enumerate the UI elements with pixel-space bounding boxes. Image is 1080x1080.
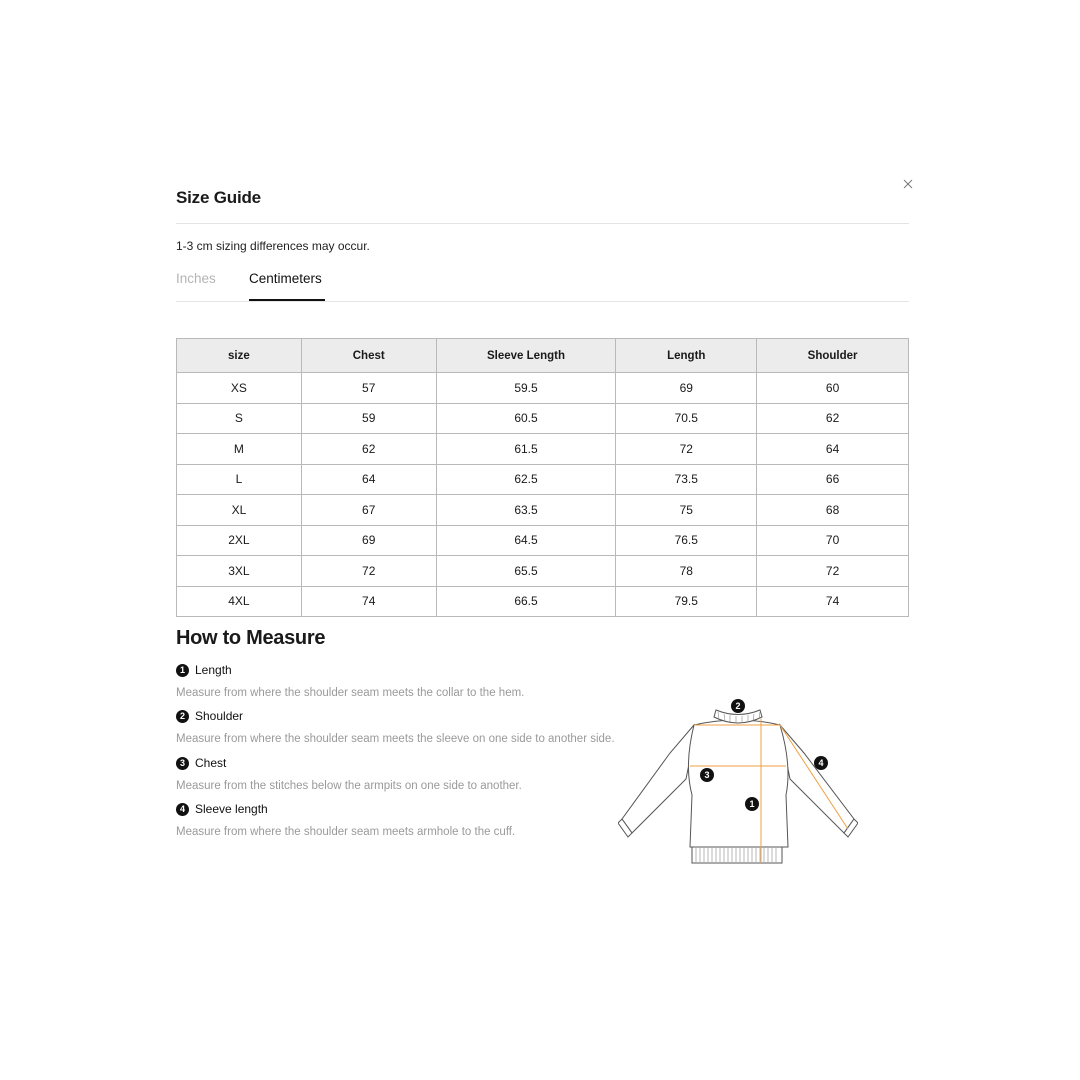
header-length: Length bbox=[616, 339, 757, 373]
measure-desc-shoulder: Measure from where the shoulder seam meets the sleeve on one side to another side. bbox=[176, 733, 615, 745]
cell: 68 bbox=[757, 495, 909, 526]
cell: 62 bbox=[757, 403, 909, 434]
measure-item-length bbox=[176, 663, 232, 677]
size-table bbox=[176, 338, 909, 617]
number-3-icon: 3 bbox=[176, 757, 189, 770]
marker-1: 1 bbox=[749, 799, 755, 809]
measure-item-shoulder bbox=[176, 709, 243, 723]
table-row bbox=[177, 586, 909, 617]
cell: 74 bbox=[757, 586, 909, 617]
header-shoulder: Shoulder bbox=[757, 339, 909, 373]
cell: 60 bbox=[757, 373, 909, 404]
measure-item-sleeve-length bbox=[176, 802, 268, 816]
cell: 73.5 bbox=[616, 464, 757, 495]
cell: 66 bbox=[757, 464, 909, 495]
cell: 59.5 bbox=[436, 373, 616, 404]
number-2-icon: 2 bbox=[176, 710, 189, 723]
cell: S bbox=[177, 403, 302, 434]
tab-inches[interactable]: Inches bbox=[176, 271, 216, 286]
cell: 61.5 bbox=[436, 434, 616, 465]
cell: L bbox=[177, 464, 302, 495]
cell: 57 bbox=[301, 373, 436, 404]
cell: 72 bbox=[301, 556, 436, 587]
table-row bbox=[177, 495, 909, 526]
measure-label: Chest bbox=[195, 756, 227, 770]
cell: 2XL bbox=[177, 525, 302, 556]
cell: 69 bbox=[616, 373, 757, 404]
cell: 74 bbox=[301, 586, 436, 617]
title-divider bbox=[176, 223, 909, 224]
cell: 64 bbox=[757, 434, 909, 465]
close-icon[interactable] bbox=[903, 179, 913, 189]
header-sleeve-length: Sleeve Length bbox=[436, 339, 616, 373]
cell: 69 bbox=[301, 525, 436, 556]
number-4-icon: 4 bbox=[176, 803, 189, 816]
measure-item-chest bbox=[176, 756, 226, 770]
table-row bbox=[177, 373, 909, 404]
tab-centimeters[interactable]: Centimeters bbox=[249, 271, 322, 286]
cell: 67 bbox=[301, 495, 436, 526]
cell: 62 bbox=[301, 434, 436, 465]
modal-title: Size Guide bbox=[176, 188, 261, 207]
table-row bbox=[177, 434, 909, 465]
cell: 76.5 bbox=[616, 525, 757, 556]
sweater-diagram-icon bbox=[618, 695, 858, 867]
table-row bbox=[177, 403, 909, 434]
cell: 60.5 bbox=[436, 403, 616, 434]
cell: 4XL bbox=[177, 586, 302, 617]
cell: 78 bbox=[616, 556, 757, 587]
cell: 75 bbox=[616, 495, 757, 526]
number-1-icon: 1 bbox=[176, 664, 189, 677]
table-row bbox=[177, 556, 909, 587]
measure-desc-length: Measure from where the shoulder seam meets the collar to the hem. bbox=[176, 687, 525, 699]
marker-2: 2 bbox=[735, 701, 741, 711]
table-header-row bbox=[177, 339, 909, 373]
measure-label: Sleeve length bbox=[195, 802, 268, 816]
cell: 72 bbox=[757, 556, 909, 587]
cell: 79.5 bbox=[616, 586, 757, 617]
cell: 64 bbox=[301, 464, 436, 495]
measure-desc-sleeve-length: Measure from where the shoulder seam meets armhole to the cuff. bbox=[176, 826, 516, 838]
cell: 70.5 bbox=[616, 403, 757, 434]
marker-3: 3 bbox=[704, 770, 710, 780]
table-row bbox=[177, 464, 909, 495]
unit-tabs bbox=[176, 268, 909, 302]
header-size: size bbox=[177, 339, 302, 373]
cell: 59 bbox=[301, 403, 436, 434]
cell: 65.5 bbox=[436, 556, 616, 587]
cell: 64.5 bbox=[436, 525, 616, 556]
cell: 63.5 bbox=[436, 495, 616, 526]
cell: XL bbox=[177, 495, 302, 526]
cell: 3XL bbox=[177, 556, 302, 587]
marker-4: 4 bbox=[818, 758, 824, 768]
cell: 70 bbox=[757, 525, 909, 556]
cell: 72 bbox=[616, 434, 757, 465]
cell: 66.5 bbox=[436, 586, 616, 617]
sizing-note: 1-3 cm sizing differences may occur. bbox=[176, 239, 370, 253]
cell: 62.5 bbox=[436, 464, 616, 495]
cell: XS bbox=[177, 373, 302, 404]
how-to-measure-title: How to Measure bbox=[176, 627, 326, 649]
header-chest: Chest bbox=[301, 339, 436, 373]
measure-label: Length bbox=[195, 663, 232, 677]
measure-desc-chest: Measure from the stitches below the armpits on one side to another. bbox=[176, 780, 522, 792]
table-row bbox=[177, 525, 909, 556]
active-tab-indicator bbox=[249, 299, 325, 301]
measure-label: Shoulder bbox=[195, 709, 244, 723]
cell: M bbox=[177, 434, 302, 465]
